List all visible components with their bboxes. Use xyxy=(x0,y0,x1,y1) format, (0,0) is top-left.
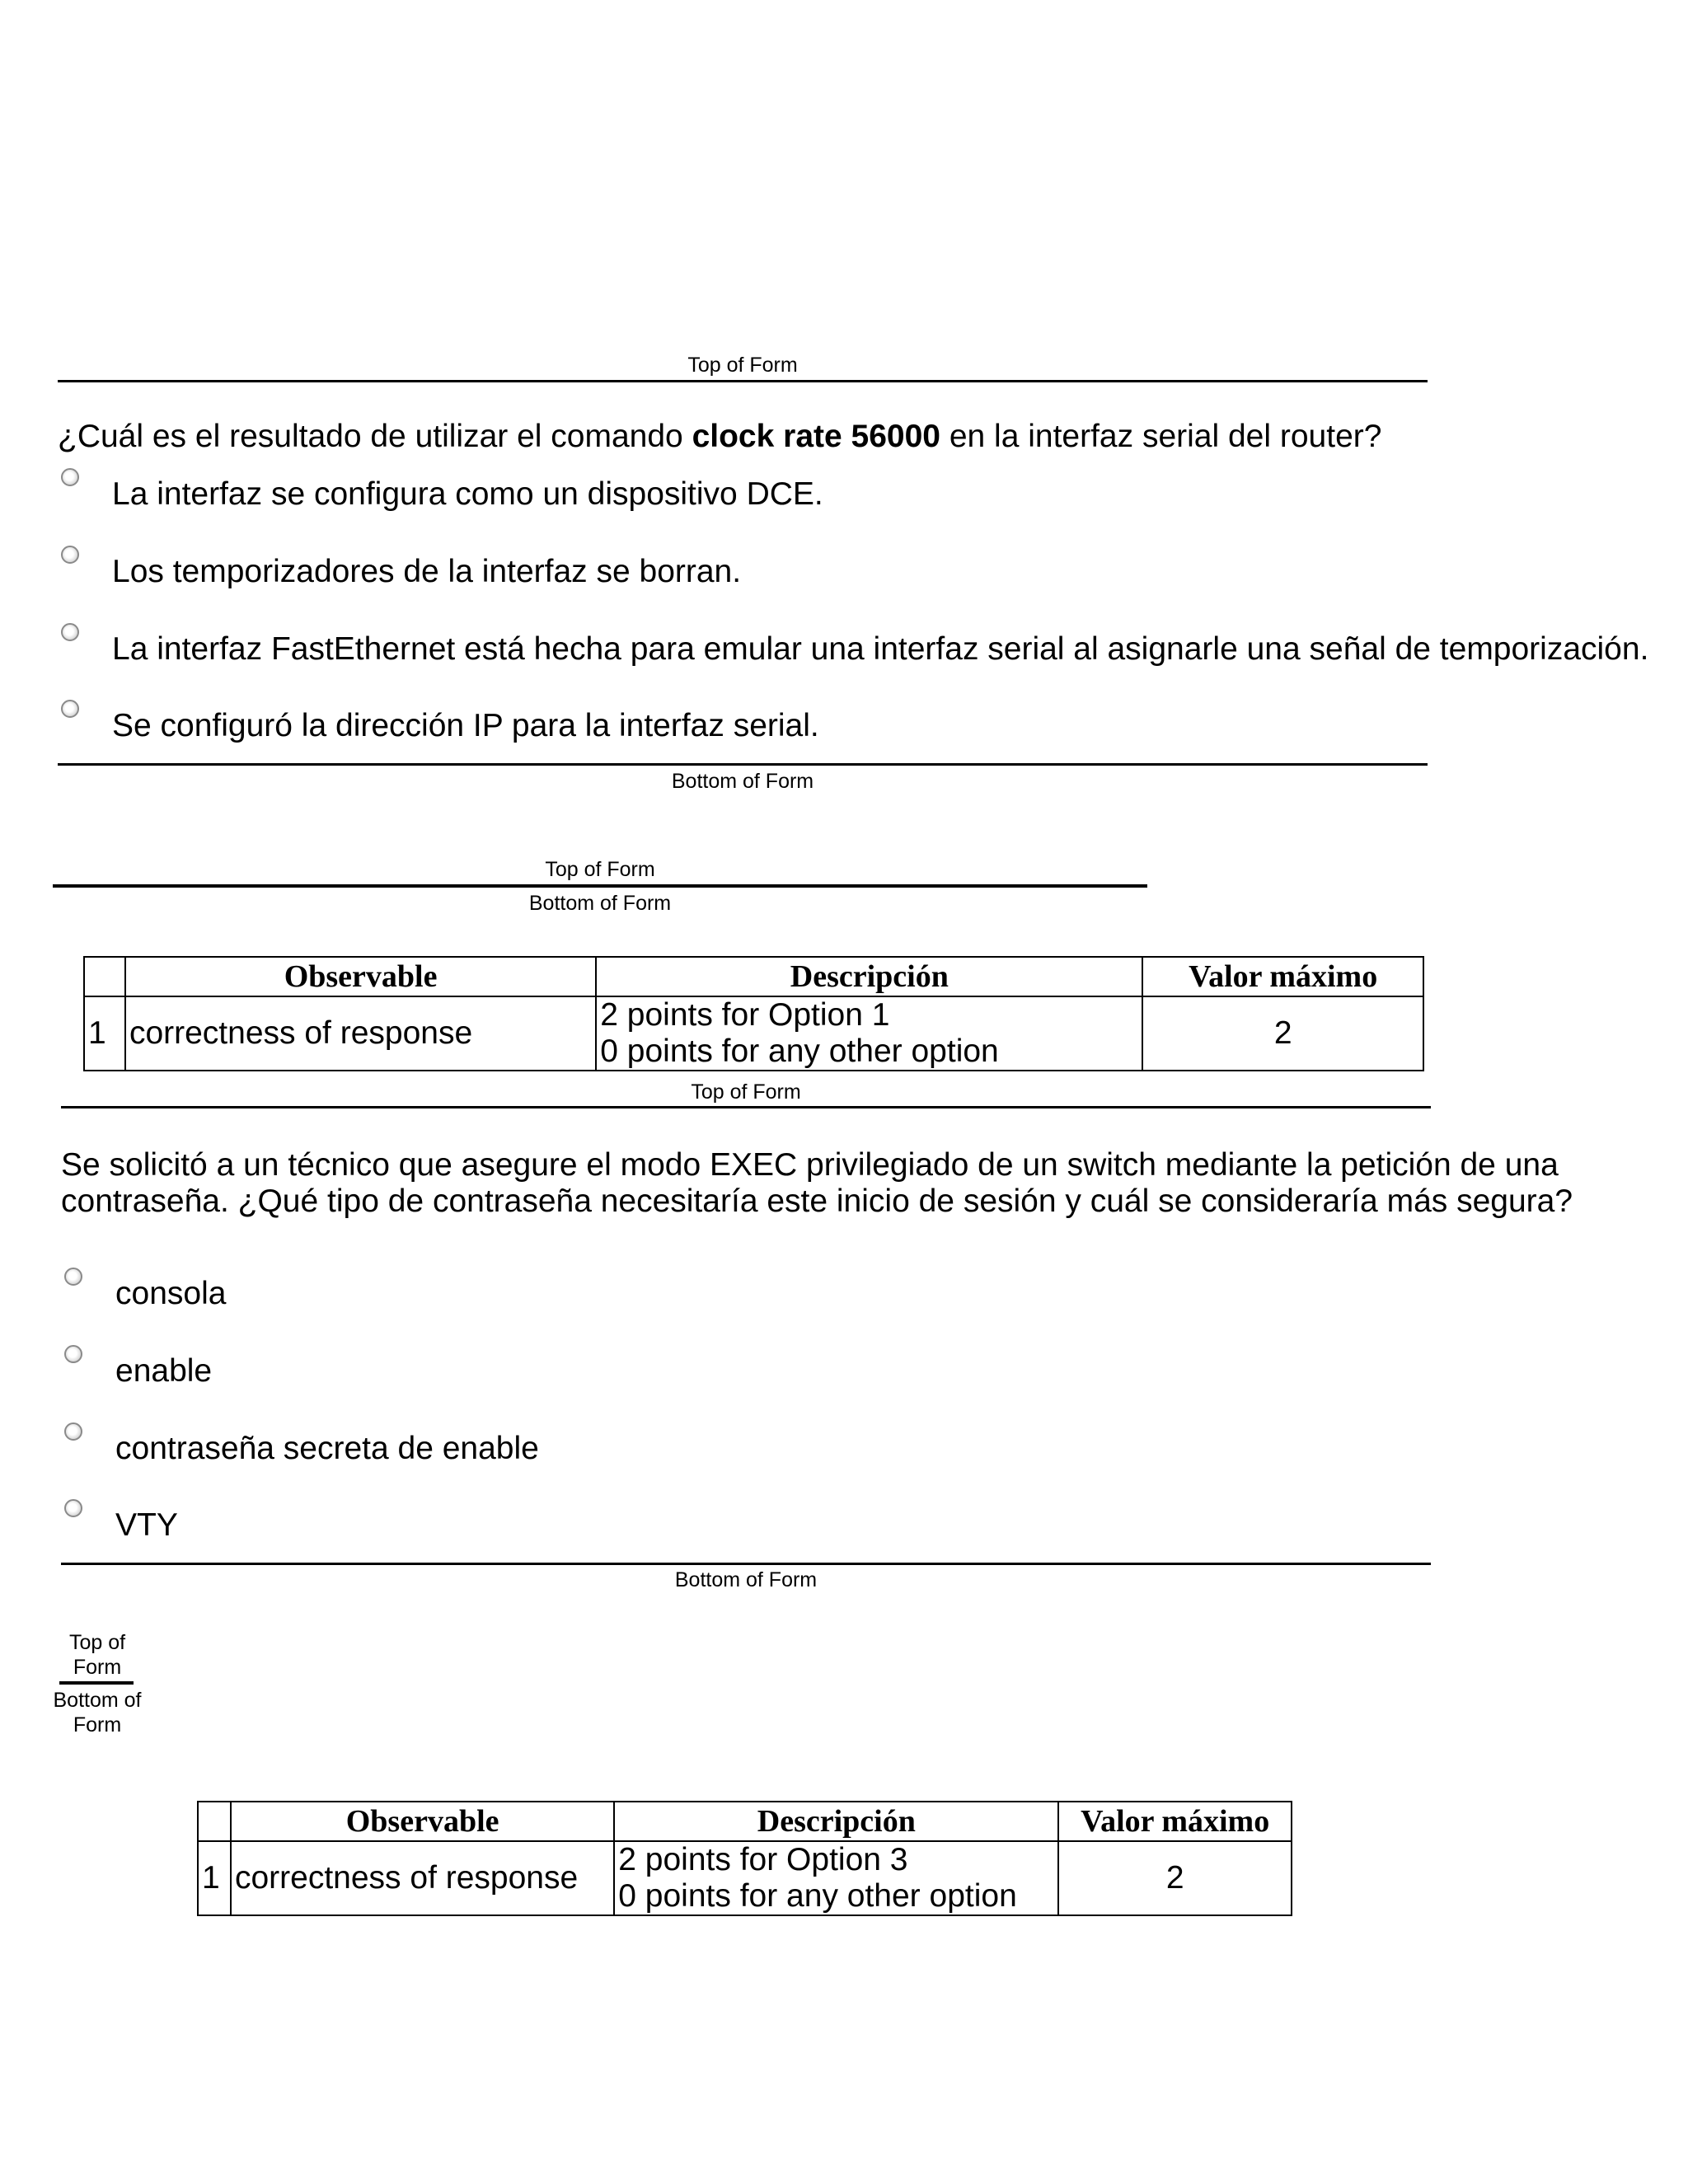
radio-button[interactable] xyxy=(61,468,79,486)
bottom-of-form-label: Bottom of Form xyxy=(528,892,672,915)
rubric-header-observable: Observable xyxy=(231,1802,614,1841)
q2-option-4[interactable] xyxy=(64,1497,178,1544)
table-row xyxy=(198,1841,1292,1915)
q1-option-2[interactable] xyxy=(61,544,741,590)
form-bottom-rule xyxy=(61,1563,1431,1565)
question-1-text xyxy=(58,419,1624,455)
radio-button[interactable] xyxy=(64,1422,82,1441)
rubric-header-description: Descripción xyxy=(596,957,1142,996)
q2-option-1-label: consola xyxy=(115,1276,227,1311)
q1-option-4[interactable] xyxy=(61,698,819,744)
radio-button[interactable] xyxy=(61,700,79,718)
rubric-description-line-2: 0 points for any other option xyxy=(618,1878,1017,1914)
rubric-header-row xyxy=(84,957,1423,996)
q1-option-1[interactable] xyxy=(61,466,823,513)
rubric-header-empty xyxy=(198,1802,231,1841)
rubric-observable-cell: correctness of response xyxy=(231,1841,614,1915)
rubric-max-value-cell: 2 xyxy=(1058,1841,1292,1915)
top-of-form-label: Top of Form xyxy=(545,858,655,881)
rubric-header-observable: Observable xyxy=(125,957,596,996)
rubric-header-row xyxy=(198,1802,1292,1841)
rubric-header-empty xyxy=(84,957,125,996)
bottom-of-form-label: Bottom of Form xyxy=(671,770,814,793)
rubric-description-cell xyxy=(596,996,1142,1071)
question-1-prefix: ¿Cuál es el resultado de utilizar el comando xyxy=(58,419,692,454)
top-of-form-label: Top of Form xyxy=(691,1080,801,1104)
rubric-table-2 xyxy=(197,1801,1292,1916)
radio-button[interactable] xyxy=(64,1268,82,1286)
question-1-command: clock rate 56000 xyxy=(692,419,940,454)
q2-option-1[interactable] xyxy=(64,1266,226,1312)
rubric-header-max-value: Valor máximo xyxy=(1058,1802,1292,1841)
q2-option-3-label: contraseña secreta de enable xyxy=(115,1431,539,1466)
top-of-form-label: Top of Form xyxy=(68,1631,126,1679)
radio-button[interactable] xyxy=(61,623,79,641)
table-row xyxy=(84,996,1423,1071)
form-rule xyxy=(59,1681,134,1685)
q2-option-3[interactable] xyxy=(64,1421,539,1467)
bottom-of-form-label: Bottom of Form xyxy=(674,1568,818,1591)
rubric-observable-cell: correctness of response xyxy=(125,996,596,1071)
form-top-rule xyxy=(58,380,1428,382)
q2-option-4-label: VTY xyxy=(115,1507,178,1543)
q1-option-4-label: Se configuró la dirección IP para la interfaz serial. xyxy=(112,708,819,743)
q1-option-2-label: Los temporizadores de la interfaz se borran. xyxy=(112,554,742,589)
rubric-header-description: Descripción xyxy=(614,1802,1058,1841)
rubric-row-number: 1 xyxy=(198,1841,231,1915)
form-rule xyxy=(53,884,1147,888)
radio-button[interactable] xyxy=(64,1499,82,1517)
question-2-text: Se solicitó a un técnico que asegure el modo EXEC privilegiado de un switch mediante la petición de una contraseña. ¿Qué tipo de contraseña necesitaría este inicio de sesión y cuál se consideraría más segura? xyxy=(61,1147,1573,1219)
form-top-rule xyxy=(61,1106,1431,1108)
question-1-suffix: en la interfaz serial del router? xyxy=(940,419,1382,454)
rubric-header-max-value: Valor máximo xyxy=(1142,957,1423,996)
top-of-form-label: Top of Form xyxy=(687,354,798,377)
rubric-max-value-cell: 2 xyxy=(1142,996,1423,1071)
q1-option-1-label: La interfaz se configura como un dispositivo DCE. xyxy=(112,476,823,512)
radio-button[interactable] xyxy=(61,546,79,564)
form-bottom-rule xyxy=(58,763,1428,766)
q2-option-2-label: enable xyxy=(115,1353,213,1389)
bottom-of-form-label: Bottom of Form xyxy=(53,1689,142,1736)
rubric-row-number: 1 xyxy=(84,996,125,1071)
rubric-table-1 xyxy=(83,956,1424,1071)
rubric-description-cell xyxy=(614,1841,1058,1915)
rubric-description-line-1: 2 points for Option 3 xyxy=(618,1842,908,1877)
q1-option-3[interactable] xyxy=(61,621,1648,668)
q1-option-3-label: La interfaz FastEthernet está hecha para emular una interfaz serial al asignarle una señal de temporización. xyxy=(112,631,1649,667)
rubric-description-line-1: 2 points for Option 1 xyxy=(600,997,890,1033)
rubric-description-line-2: 0 points for any other option xyxy=(600,1033,999,1069)
q2-option-2[interactable] xyxy=(64,1343,212,1390)
radio-button[interactable] xyxy=(64,1345,82,1363)
